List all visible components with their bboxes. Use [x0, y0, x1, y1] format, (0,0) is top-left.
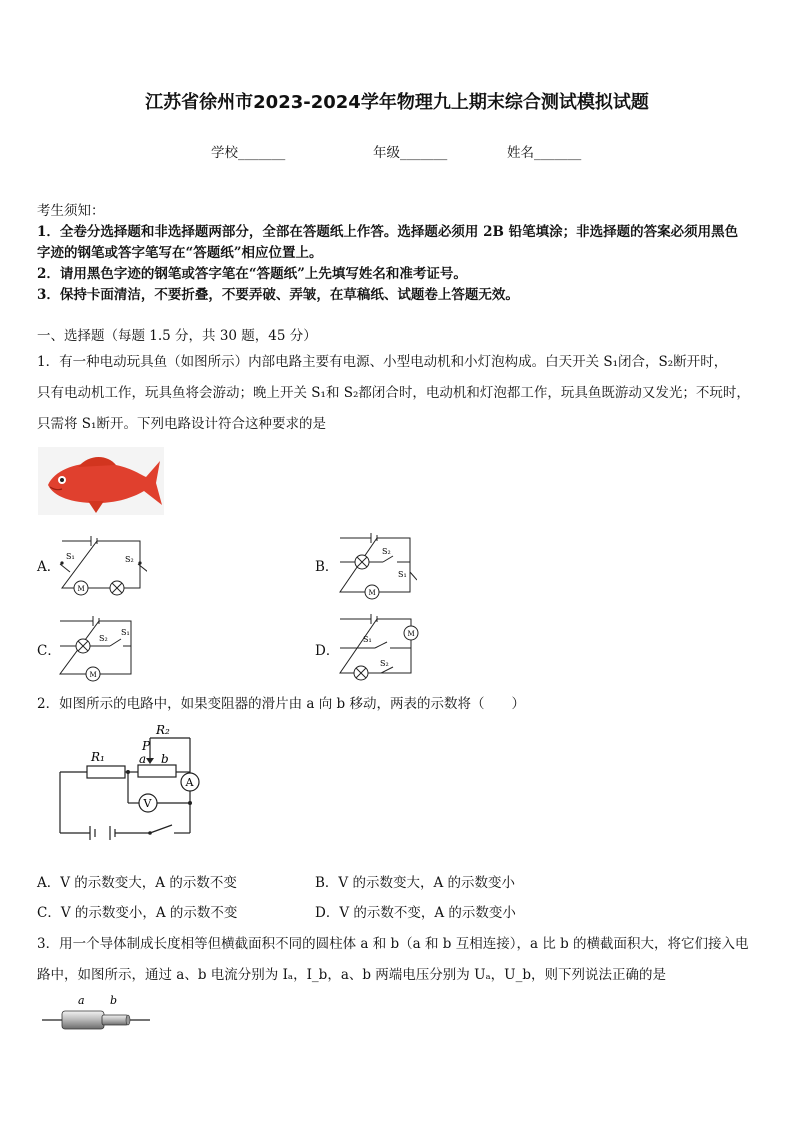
q2-option-d: D．V 的示数不变，A 的示数变小: [315, 905, 516, 921]
switch-label-s1: S₁: [66, 552, 75, 561]
q2-option-b: B．V 的示数变大，A 的示数变小: [315, 875, 516, 891]
q1-line-3: 只需将 S₁断开。下列电路设计符合这种要求的是: [37, 416, 326, 432]
switch-label-s2: S₂: [382, 547, 391, 556]
q1-option-b-circuit: [335, 528, 417, 600]
voltmeter-label: V: [143, 797, 152, 810]
cylinder-a-label: a: [78, 994, 85, 1007]
q1-line-1: 1．有一种电动玩具鱼（如图所示）内部电路主要有电源、小型电动机和小灯泡构成。白天开关 S₁闭合，S₂断开时，: [37, 354, 728, 370]
notice-line-1b: 字迹的钢笔或答字笔写在“答题纸”相应位置上。: [37, 245, 323, 261]
end-a-label: a: [139, 752, 147, 766]
ammeter-label: A: [185, 776, 194, 789]
school-field: 学校_______: [211, 145, 286, 161]
motor-label: M: [77, 585, 85, 593]
q1-option-a-label: A．: [37, 559, 61, 575]
q1-option-a-circuit: [55, 530, 147, 596]
notice-line-3: 3．保持卡面清洁，不要折叠，不要弄破、弄皱，在草稿纸、试题卷上答题无效。: [37, 287, 519, 303]
r1-label: R₁: [91, 750, 105, 764]
q2-stem: 2．如图所示的电路中，如果变阻器的滑片由 a 向 b 移动，两表的示数将（ ）: [37, 696, 525, 712]
q2-circuit-diagram: [50, 720, 210, 844]
grade-field: 年级_______: [373, 145, 448, 161]
section-heading: 一、选择题（每题 1.5 分，共 30 题，45 分）: [37, 328, 317, 344]
q2-option-c: C．V 的示数变小，A 的示数不变: [37, 905, 238, 921]
q1-option-b-label: B．: [315, 559, 339, 575]
toy-fish-image: [38, 447, 164, 515]
q2-option-a: A．V 的示数变大，A 的示数不变: [37, 875, 237, 891]
motor-label: M: [89, 671, 97, 679]
q1-option-d-label: D．: [315, 643, 340, 659]
switch-label-s1: S₁: [398, 570, 407, 579]
switch-label-s1: S₁: [121, 628, 130, 637]
name-field: 姓名_______: [507, 145, 582, 161]
slider-label: P: [142, 739, 151, 753]
switch-label-s1: S₁: [363, 635, 372, 644]
switch-label-s2: S₂: [380, 659, 389, 668]
r2-label: R₂: [156, 723, 170, 737]
q3-conductor-diagram: [40, 992, 152, 1036]
q1-option-c-circuit: [55, 614, 139, 686]
page-title: 江苏省徐州市2023-2024学年物理九上期末综合测试模拟试题: [145, 92, 649, 113]
q1-option-c-label: C．: [37, 643, 61, 659]
switch-label-s2: S₂: [99, 634, 108, 643]
notice-line-2: 2．请用黑色字迹的钢笔或答字笔在“答题纸”上先填写姓名和准考证号。: [37, 266, 467, 282]
cylinder-b-label: b: [110, 994, 118, 1007]
notice-heading: 考生须知：: [37, 203, 105, 219]
notice-line-1: 1．全卷分选择题和非选择题两部分，全部在答题纸上作答。选择题必须用 2B 铅笔填涂；非选择题的答案必须用黑色: [37, 224, 739, 240]
q3-line-1: 3．用一个导体制成长度相等但横截面积不同的圆柱体 a 和 b（a 和 b 互相连接），a 比 b 的横截面积大，将它们接入电: [37, 936, 749, 952]
q3-line-2: 路中，如图所示，通过 a、b 电流分别为 Iₐ，I_b，a、b 两端电压分别为 Uₐ，U_b，则下列说法正确的是: [37, 967, 666, 983]
end-b-label: b: [161, 752, 169, 766]
q1-line-2: 只有电动机工作，玩具鱼将会游动；晚上开关 S₁和 S₂都闭合时，电动机和灯泡都工作，玩具鱼既游动又发光；不玩时，: [37, 385, 750, 401]
q1-option-d-circuit: [335, 611, 421, 681]
switch-label-s2: S₂: [125, 555, 134, 564]
motor-label: M: [368, 589, 376, 597]
motor-label: M: [407, 630, 415, 638]
